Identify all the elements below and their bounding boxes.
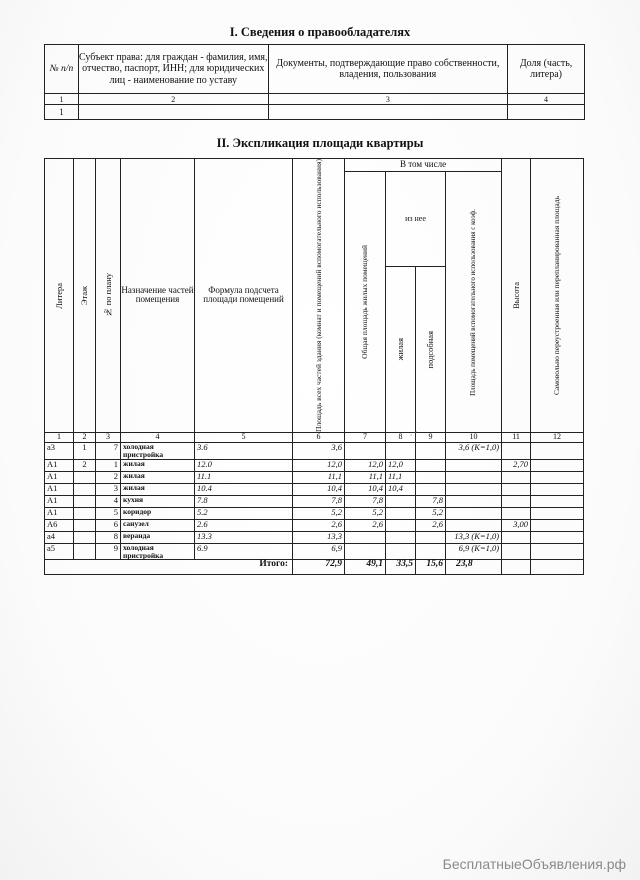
header-share: Доля (часть, литера) (508, 45, 585, 94)
aux-use-area-cell (446, 519, 502, 531)
col-number: 2 (78, 94, 268, 105)
totals-aux-area: 23,8 (446, 560, 502, 575)
table-row (45, 531, 584, 543)
section2-title: II. Экспликация площади квартиры (216, 136, 424, 150)
room-name-cell: жилая (121, 471, 195, 483)
table-row (45, 519, 584, 531)
total-area-cell: 3,6 (293, 442, 345, 459)
col-number: 3 (96, 432, 121, 442)
table-row (45, 459, 584, 471)
formula-cell: 6.9 (195, 543, 293, 560)
aux-use-area-cell (446, 471, 502, 483)
col-number: 8 (386, 432, 416, 442)
floor-cell (74, 495, 96, 507)
litera-cell: а3 (45, 442, 74, 459)
living-area-cell: 10,4 (386, 483, 416, 495)
living-area-cell (386, 531, 416, 543)
auxiliary-area-cell: 7,8 (416, 495, 446, 507)
unauthorized-cell (531, 519, 584, 531)
room-name-cell: коридор (121, 507, 195, 519)
header-floor: Этаж (74, 159, 96, 433)
totals-height (502, 560, 531, 575)
total-area-cell: 7,8 (293, 495, 345, 507)
room-name-cell: жилая (121, 483, 195, 495)
litera-cell: А1 (45, 507, 74, 519)
floor-cell: 1 (74, 442, 96, 459)
living-total-cell: 7,8 (345, 495, 386, 507)
plan-number-cell: 7 (96, 442, 121, 459)
height-cell (502, 471, 531, 483)
auxiliary-area-cell: 5,2 (416, 507, 446, 519)
header-of-which: из нее (386, 172, 446, 267)
living-total-cell: 11,1 (345, 471, 386, 483)
litera-cell: А1 (45, 495, 74, 507)
height-cell: 3,00 (502, 519, 531, 531)
header-num: № п/п (45, 45, 79, 94)
unauthorized-cell (531, 459, 584, 471)
col-number: 1 (45, 432, 74, 442)
header-subject: Субъект права: для граждан - фамилия, имя, отчество, паспорт, ИНН; для юридических лиц - наименование по уставу (78, 45, 268, 94)
header-unauthorized: Самовольно переустроенная или перепланированная площадь (531, 159, 584, 433)
living-total-cell: 12,0 (345, 459, 386, 471)
header-living: жилая (386, 266, 416, 432)
header-aux-area: Площадь помещений вспомогательного использования с коэф. (446, 172, 502, 433)
totals-aux: 15,6 (416, 560, 446, 575)
total-area-cell: 5,2 (293, 507, 345, 519)
room-name-cell: жилая (121, 459, 195, 471)
plan-number-cell: 5 (96, 507, 121, 519)
col-number: 5 (195, 432, 293, 442)
living-total-cell (345, 543, 386, 560)
unauthorized-cell (531, 507, 584, 519)
plan-number-cell: 6 (96, 519, 121, 531)
aux-use-area-cell (446, 483, 502, 495)
aux-use-area-cell: 13,3 (К=1,0) (446, 531, 502, 543)
room-name-cell: веранда (121, 531, 195, 543)
owner-cell (78, 105, 268, 120)
unauthorized-cell (531, 543, 584, 560)
living-area-cell (386, 507, 416, 519)
height-cell (502, 543, 531, 560)
living-total-cell: 5,2 (345, 507, 386, 519)
table-row (45, 495, 584, 507)
auxiliary-area-cell (416, 531, 446, 543)
living-total-cell: 10,4 (345, 483, 386, 495)
living-area-cell (386, 519, 416, 531)
total-area-cell: 2,6 (293, 519, 345, 531)
total-area-cell: 13,3 (293, 531, 345, 543)
col-number: 4 (508, 94, 585, 105)
explication-table (44, 158, 584, 575)
height-cell (502, 495, 531, 507)
living-total-cell: 2,6 (345, 519, 386, 531)
header-height: Высота (502, 159, 531, 433)
formula-cell: 7.8 (195, 495, 293, 507)
col-number: 6 (293, 432, 345, 442)
auxiliary-area-cell (416, 483, 446, 495)
header-auxiliary: подсобная (416, 266, 446, 432)
living-area-cell (386, 495, 416, 507)
auxiliary-area-cell: 2,6 (416, 519, 446, 531)
header-formula: Формула подсчета площади помещений (195, 159, 293, 433)
total-area-cell: 10,4 (293, 483, 345, 495)
owner-cell (268, 105, 508, 120)
unauthorized-cell (531, 483, 584, 495)
floor-cell: 2 (74, 459, 96, 471)
table-row (45, 442, 584, 459)
living-area-cell (386, 442, 416, 459)
table-row (45, 543, 584, 560)
unauthorized-cell (531, 442, 584, 459)
plan-number-cell: 9 (96, 543, 121, 560)
floor-cell (74, 519, 96, 531)
auxiliary-area-cell (416, 459, 446, 471)
formula-cell: 5.2 (195, 507, 293, 519)
litera-cell: а4 (45, 531, 74, 543)
owner-cell (508, 105, 585, 120)
total-area-cell: 6,9 (293, 543, 345, 560)
table-row (45, 507, 584, 519)
room-name-cell: холодная пристройка (121, 543, 195, 560)
scan-speck: ∙ ´ (410, 430, 418, 440)
room-name-cell: кухня (121, 495, 195, 507)
floor-cell (74, 483, 96, 495)
floor-cell (74, 531, 96, 543)
col-number: 12 (531, 432, 584, 442)
auxiliary-area-cell (416, 471, 446, 483)
formula-cell: 12.0 (195, 459, 293, 471)
formula-cell: 2.6 (195, 519, 293, 531)
header-total-area: Площадь всех частей здания (комнат и помещений вспомогательного использования) (293, 159, 345, 433)
totals-living: 33,5 (386, 560, 416, 575)
room-name-cell: санузел (121, 519, 195, 531)
plan-number-cell: 1 (96, 459, 121, 471)
owner-cell: 1 (45, 105, 79, 120)
col-number: 9 (416, 432, 446, 442)
floor-cell (74, 507, 96, 519)
totals-unauthorized (531, 560, 584, 575)
litera-cell: А1 (45, 483, 74, 495)
header-living-total: Общая площадь жилых помещений (345, 172, 386, 433)
auxiliary-area-cell (416, 543, 446, 560)
living-area-cell (386, 543, 416, 560)
floor-cell (74, 471, 96, 483)
living-total-cell (345, 531, 386, 543)
totals-total: 72,9 (293, 560, 345, 575)
totals-label: Итого: (45, 560, 293, 575)
room-name-cell: холодная пристройка (121, 442, 195, 459)
owners-table (44, 44, 585, 120)
aux-use-area-cell (446, 459, 502, 471)
table-row (45, 471, 584, 483)
living-area-cell: 12,0 (386, 459, 416, 471)
aux-use-area-cell: 3,6 (К=1,0) (446, 442, 502, 459)
watermark-text: БесплатныеОбъявления.рф (442, 856, 626, 872)
plan-number-cell: 2 (96, 471, 121, 483)
total-area-cell: 11,1 (293, 471, 345, 483)
col-number: 2 (74, 432, 96, 442)
header-plan-no: № по плану (96, 159, 121, 433)
plan-number-cell: 4 (96, 495, 121, 507)
aux-use-area-cell (446, 507, 502, 519)
litera-cell: А1 (45, 459, 74, 471)
litera-cell: А1 (45, 471, 74, 483)
col-number: 7 (345, 432, 386, 442)
formula-cell: 10.4 (195, 483, 293, 495)
formula-cell: 13.3 (195, 531, 293, 543)
col-number: 1 (45, 94, 79, 105)
col-number: 3 (268, 94, 508, 105)
floor-cell (74, 543, 96, 560)
formula-cell: 11.1 (195, 471, 293, 483)
header-purpose: Назначение частей помещения (121, 159, 195, 433)
col-number: 4 (121, 432, 195, 442)
living-area-cell: 11,1 (386, 471, 416, 483)
col-number: 10 (446, 432, 502, 442)
height-cell (502, 507, 531, 519)
height-cell (502, 483, 531, 495)
height-cell: 2,70 (502, 459, 531, 471)
litera-cell: а5 (45, 543, 74, 560)
table-row (45, 483, 584, 495)
col-number: 11 (502, 432, 531, 442)
header-documents: Документы, подтверждающие право собственности, владения, пользования (268, 45, 508, 94)
plan-number-cell: 8 (96, 531, 121, 543)
formula-cell: 3.6 (195, 442, 293, 459)
plan-number-cell: 3 (96, 483, 121, 495)
total-area-cell: 12,0 (293, 459, 345, 471)
section1-title: I. Сведения о правообладателях (229, 25, 411, 39)
unauthorized-cell (531, 471, 584, 483)
height-cell (502, 531, 531, 543)
height-cell (502, 442, 531, 459)
unauthorized-cell (531, 531, 584, 543)
living-total-cell (345, 442, 386, 459)
totals-living-total: 49,1 (345, 560, 386, 575)
aux-use-area-cell (446, 495, 502, 507)
header-including: В том числе (345, 159, 502, 172)
auxiliary-area-cell (416, 442, 446, 459)
litera-cell: А6 (45, 519, 74, 531)
unauthorized-cell (531, 495, 584, 507)
aux-use-area-cell: 6,9 (К=1,0) (446, 543, 502, 560)
header-litera: Литера (45, 159, 74, 433)
